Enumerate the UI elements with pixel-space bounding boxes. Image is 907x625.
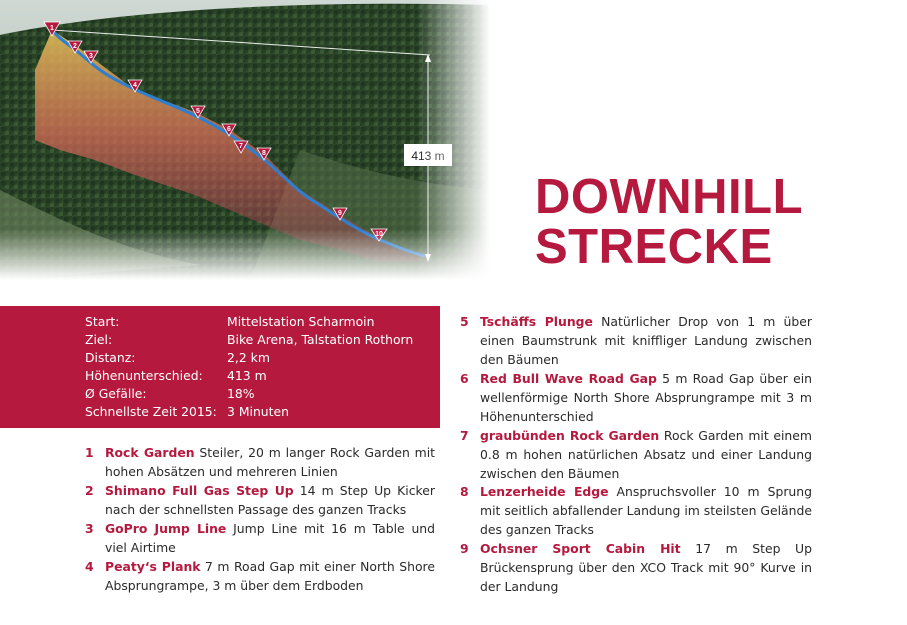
title-line-2: STRECKE: [535, 220, 773, 274]
feature-item-3: [85, 519, 435, 557]
feature-number: 9: [460, 541, 469, 556]
stat-value: 413 m: [227, 368, 267, 383]
feature-name: Rock Garden: [105, 445, 195, 460]
stat-value: Mittelstation Scharmoin: [227, 314, 375, 329]
stat-label: Start:: [85, 314, 120, 329]
stat-label: Ø Gefälle:: [85, 386, 147, 401]
feature-name: Ochsner Sport Cabin Hit: [480, 541, 681, 556]
feature-number: 6: [460, 371, 469, 386]
feature-item-9: [460, 539, 812, 596]
feature-description: 7 m Road Gap mit einer North Shore Absprungrampe, 3 m über dem Erdboden: [105, 559, 435, 593]
stat-value: Bike Arena, Talstation Rothorn: [227, 332, 414, 347]
stat-value: 18%: [227, 386, 255, 401]
feature-item-1: [85, 443, 435, 481]
feature-number: 5: [460, 314, 469, 329]
feature-name: Tschäffs Plunge: [480, 314, 593, 329]
feature-name: Shimano Full Gas Step Up: [105, 483, 294, 498]
feature-description: Jump Line mit 16 m Table und viel Airtime: [105, 521, 436, 555]
track-stats-box: [0, 306, 440, 428]
feature-description: Anspruchsvoller 10 m Sprung mit seitlich abfallender Landung im steilsten Gelände des ganzen Tracks: [480, 484, 812, 537]
feature-item-2: [85, 481, 435, 519]
stat-label: Ziel:: [85, 332, 113, 347]
feature-item-7: [460, 426, 812, 483]
feature-item-5: [460, 312, 812, 369]
feature-description: 17 m Step Up Brückensprung über den XCO Track mit 90° Kurve in der Landung: [480, 541, 812, 594]
stat-value: 2,2 km: [227, 350, 270, 365]
feature-item-8: [460, 482, 812, 539]
stat-label: Distanz:: [85, 350, 136, 365]
feature-description: 14 m Step Up Kicker nach der schnellsten Passage des ganzen Tracks: [105, 483, 435, 517]
title-line-1: DOWNHILL: [535, 170, 803, 224]
stat-value: 3 Minuten: [227, 404, 289, 419]
page-title: [535, 172, 803, 272]
stat-label: Höhenunterschied:: [85, 368, 203, 383]
feature-number: 8: [460, 484, 469, 499]
feature-number: 3: [85, 521, 94, 536]
feature-description: 5 m Road Gap über ein wellenförmige North Shore Absprungrampe mit 3 m Höhenunterschied: [480, 371, 812, 424]
feature-number: 2: [85, 483, 94, 498]
feature-description: Rock Garden mit einem 0.8 m hohen natürlichen Absatz und einer Landung zwischen den Bäumen: [480, 428, 812, 481]
feature-item-6: [460, 369, 812, 426]
feature-number: 1: [85, 445, 94, 460]
feature-name: Red Bull Wave Road Gap: [480, 371, 657, 386]
feature-name: Lenzerheide Edge: [480, 484, 609, 499]
stat-label: Schnellste Zeit 2015:: [85, 404, 217, 419]
feature-number: 4: [85, 559, 94, 574]
feature-name: GoPro Jump Line: [105, 521, 227, 536]
feature-item-4: [85, 557, 435, 595]
feature-number: 7: [460, 428, 469, 443]
feature-name: graubünden Rock Garden: [480, 428, 660, 443]
track-map-image: [0, 0, 490, 280]
feature-description: Natürlicher Drop von 1 m über einen Baumstrunk mit kniffliger Landung zwischen den Bäumen: [480, 314, 812, 367]
feature-description: Steiler, 20 m langer Rock Garden mit hohen Absätzen und mehreren Linien: [105, 445, 435, 479]
feature-name: Peaty‘s Plank: [105, 559, 201, 574]
